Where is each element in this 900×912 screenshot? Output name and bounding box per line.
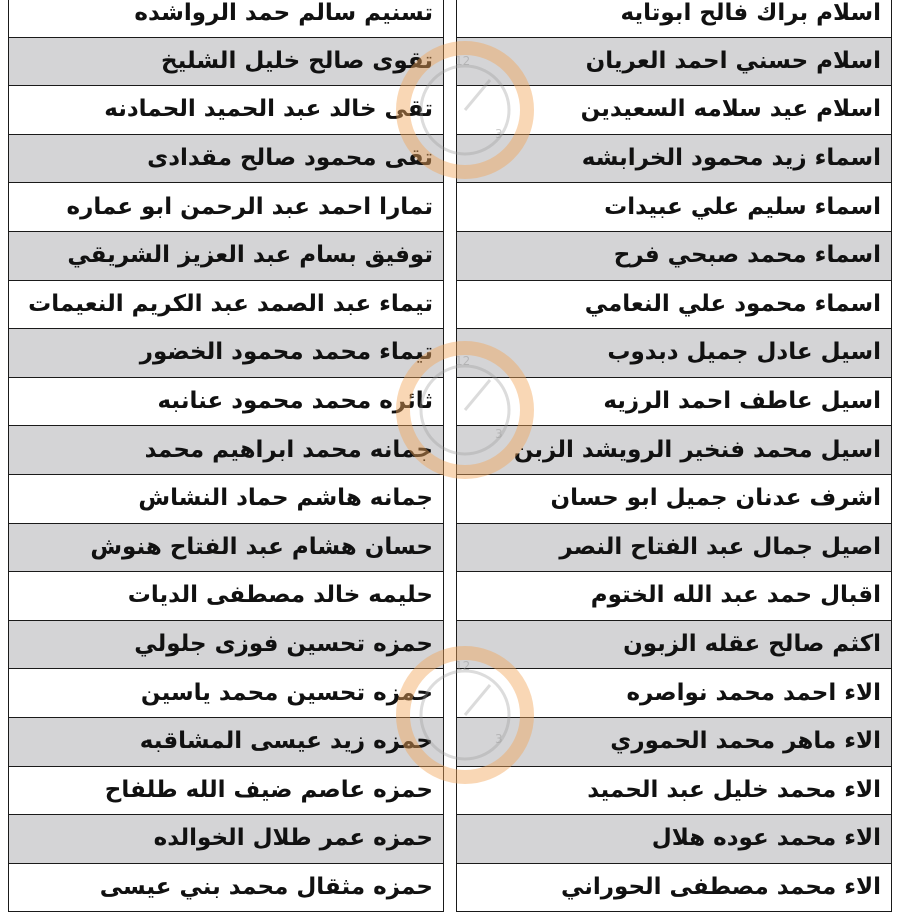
- person-name: الاء ماهر محمد الحموري: [610, 728, 881, 755]
- name-row: [456, 232, 892, 281]
- name-row: [8, 86, 444, 135]
- person-name: توفيق بسام عبد العزيز الشريقي: [67, 242, 433, 269]
- person-name: اقبال حمد عبد الله الختوم: [590, 582, 881, 609]
- svg-text:3: 3: [495, 127, 503, 141]
- person-name: اسماء محمود علي النعامي: [584, 290, 881, 317]
- person-name: اسماء سليم علي عبيدات: [604, 193, 881, 220]
- person-name: جمانه محمد ابراهيم محمد: [144, 436, 433, 463]
- name-row: [456, 38, 892, 87]
- person-name: تمارا احمد عبد الرحمن ابو عماره: [66, 193, 433, 220]
- name-row: [456, 135, 892, 184]
- person-name: اسيل محمد فنخير الرويشد الزبن: [513, 436, 881, 463]
- person-name: حليمه خالد مصطفى الديات: [127, 582, 433, 609]
- person-name: الاء محمد خليل عبد الحميد: [587, 776, 881, 803]
- left-name-column: [8, 0, 444, 912]
- person-name: حمزه عمر طلال الخوالده: [153, 825, 433, 852]
- person-name: اسيل عادل جميل دبدوب: [607, 339, 881, 366]
- name-row: [456, 621, 892, 670]
- person-name: الاء محمد مصطفى الحوراني: [561, 873, 881, 900]
- name-row: [8, 426, 444, 475]
- name-row: [456, 718, 892, 767]
- name-row: [456, 475, 892, 524]
- name-row: [456, 183, 892, 232]
- person-name: اسماء محمد صبحي فرح: [613, 242, 881, 269]
- person-name: حمزه عاصم ضيف الله طلفاح: [104, 776, 433, 803]
- person-name: اسلام عيد سلامه السعيدين: [580, 96, 881, 123]
- name-row: [456, 572, 892, 621]
- person-name: اشرف عدنان جميل ابو حسان: [550, 485, 881, 512]
- name-row: [8, 183, 444, 232]
- name-row: [456, 329, 892, 378]
- name-row: [8, 38, 444, 87]
- svg-text:12: 12: [455, 54, 471, 68]
- svg-text:3: 3: [495, 732, 503, 746]
- name-row: [8, 669, 444, 718]
- person-name: حمزه تحسين فوزى جلولي: [134, 631, 433, 658]
- person-name: تيماء عبد الصمد عبد الكريم النعيمات: [28, 290, 433, 317]
- name-row: [8, 864, 444, 912]
- person-name: اصيل جمال عبد الفتاح النصر: [559, 533, 881, 560]
- name-row: [8, 621, 444, 670]
- name-row: [8, 329, 444, 378]
- name-row: [8, 135, 444, 184]
- person-name: تسنيم سالم حمد الرواشده: [134, 0, 433, 26]
- name-row: [8, 572, 444, 621]
- person-name: اسماء زيد محمود الخرابشه: [581, 145, 881, 172]
- name-row: [456, 426, 892, 475]
- name-row: [8, 0, 444, 38]
- person-name: الاء محمد عوده هلال: [651, 825, 881, 852]
- person-name: تيماء محمد محمود الخضور: [139, 339, 433, 366]
- person-name: ثائره محمد محمود عنانبه: [157, 388, 433, 415]
- name-row: [8, 718, 444, 767]
- person-name: تقوى صالح خليل الشليخ: [161, 47, 433, 74]
- person-name: اكثم صالح عقله الزبون: [623, 631, 881, 658]
- svg-text:12: 12: [455, 659, 471, 673]
- name-row: [8, 475, 444, 524]
- name-row: [456, 378, 892, 427]
- person-name: اسيل عاطف احمد الرزيه: [603, 388, 881, 415]
- person-name: حسان هشام عبد الفتاح هنوش: [90, 533, 433, 560]
- person-name: اسلام حسني احمد العريان: [585, 47, 881, 74]
- name-row: [456, 281, 892, 330]
- right-name-column: [456, 0, 892, 912]
- person-name: تقى خالد عبد الحميد الحمادنه: [104, 96, 433, 123]
- person-name: اسلام براك فالح ابوتايه: [620, 0, 881, 26]
- person-name: حمزه مثقال محمد بني عيسى: [99, 873, 433, 900]
- person-name: حمزه زيد عيسى المشاقبه: [139, 728, 433, 755]
- name-row: [8, 524, 444, 573]
- name-row: [8, 281, 444, 330]
- name-row: [456, 0, 892, 38]
- svg-text:12: 12: [455, 354, 471, 368]
- name-row: [8, 232, 444, 281]
- name-row: [456, 669, 892, 718]
- svg-text:3: 3: [495, 427, 503, 441]
- person-name: الاء احمد محمد نواصره: [626, 679, 881, 706]
- name-row: [456, 86, 892, 135]
- person-name: جمانه هاشم حماد النشاش: [138, 485, 433, 512]
- person-name: تقى محمود صالح مقدادى: [147, 145, 433, 172]
- name-row: [456, 767, 892, 816]
- name-row: [456, 524, 892, 573]
- name-row: [456, 864, 892, 912]
- person-name: حمزه تحسين محمد ياسين: [140, 679, 433, 706]
- name-row: [8, 815, 444, 864]
- name-row: [456, 815, 892, 864]
- name-row: [8, 378, 444, 427]
- name-row: [8, 767, 444, 816]
